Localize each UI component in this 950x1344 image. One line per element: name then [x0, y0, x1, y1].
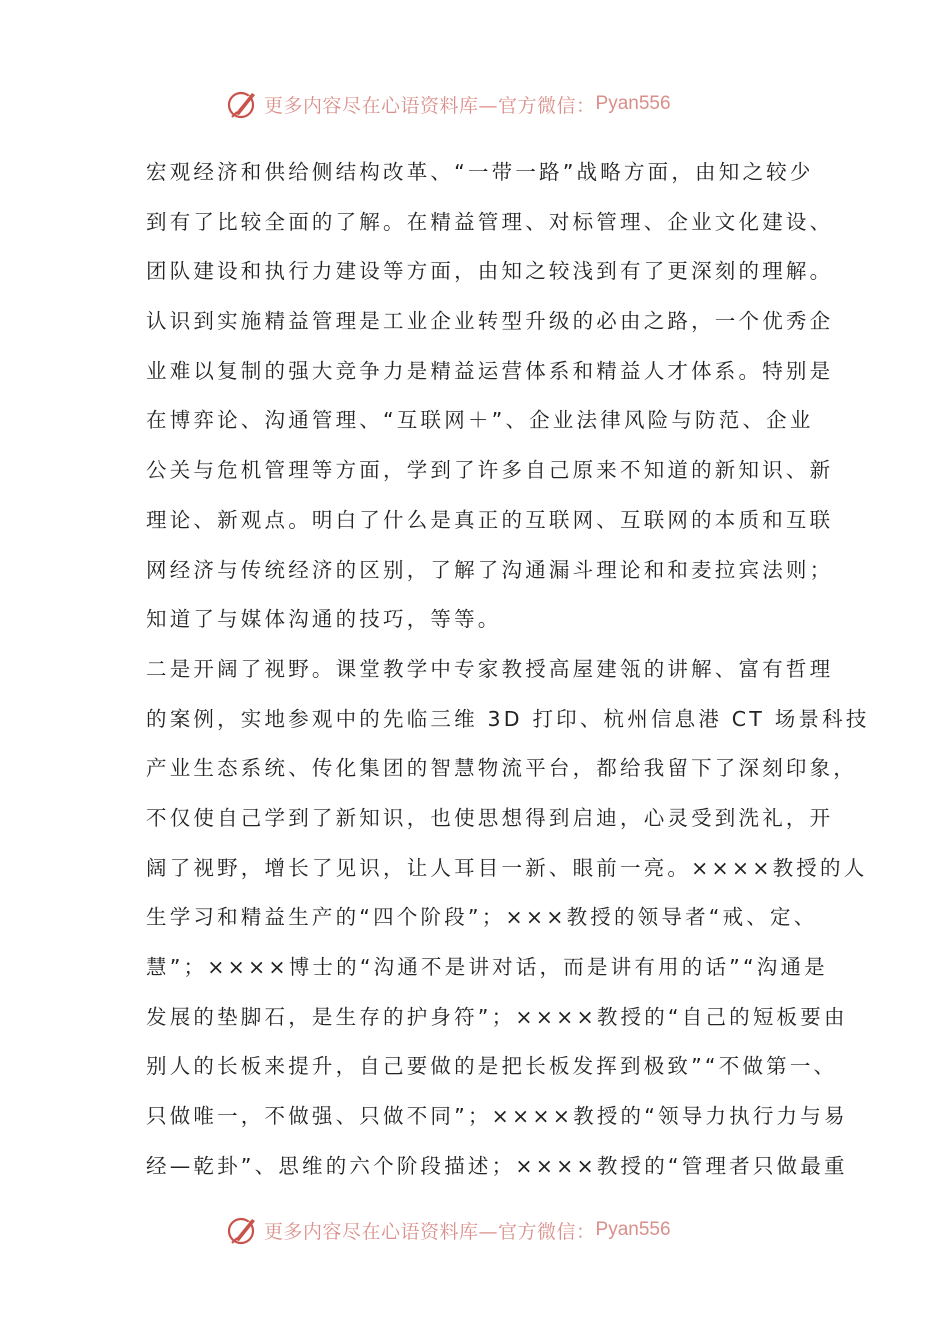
- body-text: [146, 148, 870, 1191]
- watermark-wechat-id: Pyan556: [595, 93, 671, 114]
- text-line: 公关与危机管理等方面，学到了许多自己原来不知道的新知识、新: [146, 458, 834, 483]
- watermark-text: 更多内容尽在心语资料库—官方微信：: [264, 1220, 596, 1243]
- watermark-wechat-id: Pyan556: [595, 1219, 671, 1240]
- footer-watermark: [226, 1212, 726, 1248]
- text-line: 到有了比较全面的了解。在精益管理、对标管理、企业文化建设、: [146, 209, 834, 234]
- text-line: 经—乾卦”、思维的六个阶段描述；××××教授的“管理者只做最重: [146, 1153, 848, 1178]
- text-line: 别人的长板来提升，自己要做的是把长板发挥到极致”“不做第一、: [146, 1054, 838, 1079]
- text-line: 团队建设和执行力建设等方面，由知之较浅到有了更深刻的理解。: [146, 259, 834, 284]
- text-line: 发展的垫脚石，是生存的护身符”；××××教授的“自己的短板要由: [146, 1004, 848, 1029]
- text-line: 知道了与媒体沟通的技巧，等等。: [146, 607, 502, 632]
- text-line: 业难以复制的强大竞争力是精益运营体系和精益人才体系。特别是: [146, 358, 834, 383]
- text-line: 慧”；××××博士的“沟通不是讲对话，而是讲有用的话”“沟通是: [146, 955, 828, 979]
- text-line: 网经济与传统经济的区别，了解了沟通漏斗理论和和麦拉宾法则；: [146, 557, 834, 582]
- text-line: 生学习和精益生产的“四个阶段”；×××教授的领导者“戒、定、: [146, 905, 818, 930]
- text-line: 二是开阔了视野。课堂教学中专家教授高屋建瓴的讲解、富有哲理: [146, 656, 834, 681]
- text-line: 产业生态系统、传化集团的智慧物流平台，都给我留下了深刻印象，: [146, 756, 857, 781]
- watermark-text: 更多内容尽在心语资料库—官方微信：: [264, 94, 596, 117]
- text-line: 不仅使自己学到了新知识，也使思想得到启迪，心灵受到洗礼，开: [146, 805, 834, 830]
- text-line: 在博弈论、沟通管理、“互联网＋”、企业法律风险与防范、企业: [146, 408, 814, 433]
- text-line: 只做唯一，不做强、只做不同”；××××教授的“领导力执行力与易: [146, 1104, 848, 1129]
- text-line: 宏观经济和供给侧结构改革、“一带一路”战略方面，由知之较少: [146, 160, 814, 184]
- text-line: 阔了视野，增长了见识，让人耳目一新、眼前一亮。××××教授的人: [146, 855, 868, 880]
- text-line: 理论、新观点。明白了什么是真正的互联网、互联网的本质和互联: [146, 507, 834, 532]
- text-line: 认识到实施精益管理是工业企业转型升级的必由之路，一个优秀企: [146, 309, 834, 334]
- quill-pen-logo-icon: [226, 87, 260, 121]
- header-watermark: [226, 86, 726, 122]
- quill-pen-logo-icon: [226, 1213, 260, 1247]
- text-line: 的案例，实地参观中的先临三维 3D 打印、杭州信息港 CT 场景科技: [146, 706, 870, 731]
